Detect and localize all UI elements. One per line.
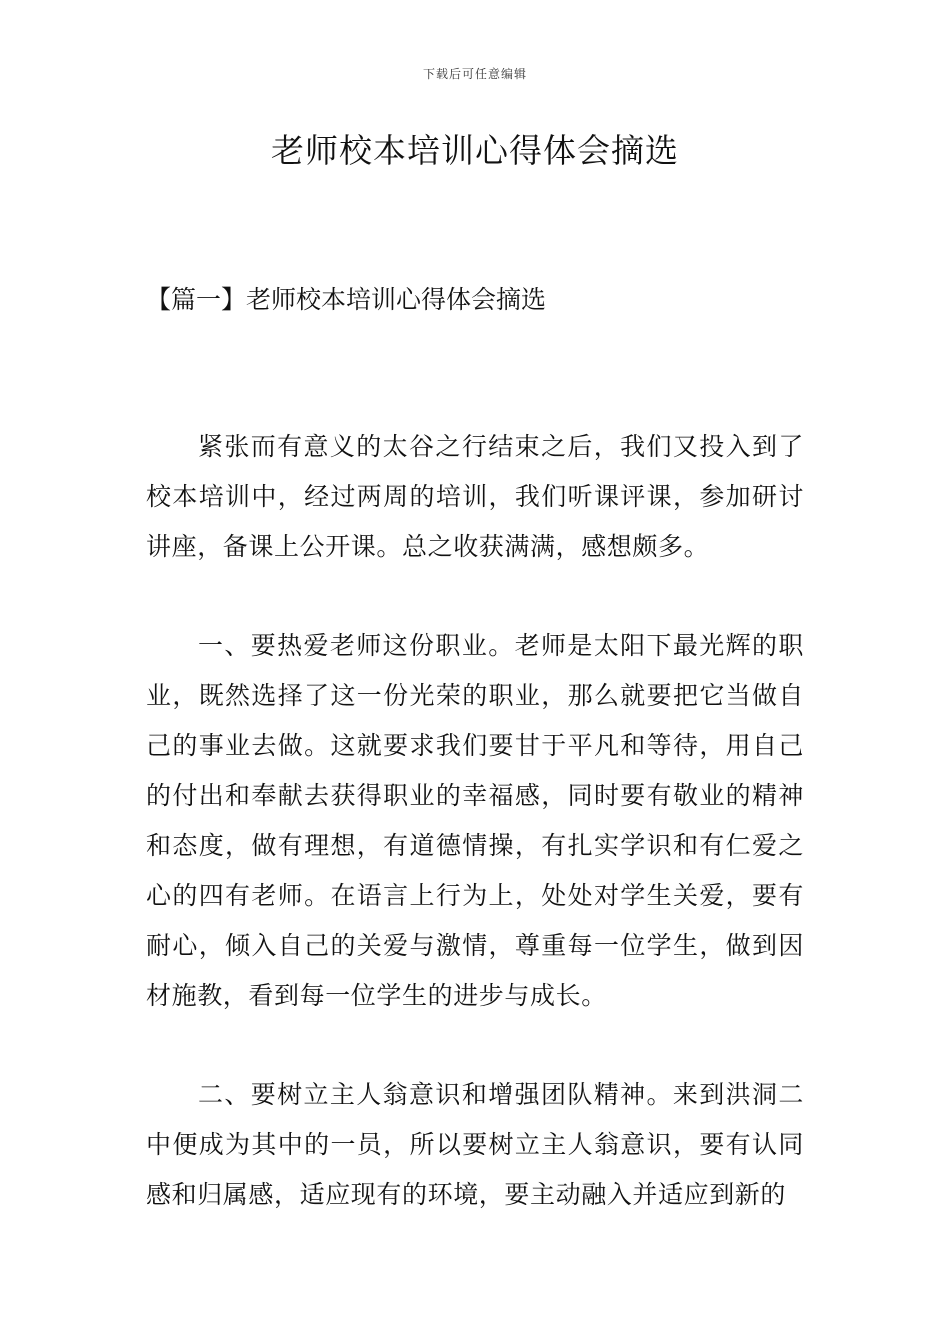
paragraph-point-one: 一、要热爱老师这份职业。老师是太阳下最光辉的职业，既然选择了这一份光荣的职业，那么就要把它当做自己的事业去做。这就要求我们要甘于平凡和等待，用自己的付出和奉献去获得职业的幸福感，同时要有敬业的精神和态度，做有理想，有道德情操，有扎实学识和有仁爱之心的四有老师。在语言上行为上，处处对学生关爱，要有耐心，倾入自己的关爱与激情，尊重每一位学生，做到因材施教，看到每一位学生的进步与成长。 — [146, 631, 804, 1010]
paragraph-intro: 紧张而有意义的太谷之行结束之后，我们又投入到了校本培训中，经过两周的培训，我们听课评课，参加研讨讲座，备课上公开课。总之收获满满，感想颇多。 — [146, 432, 804, 561]
paragraph-point-two: 二、要树立主人翁意识和增强团队精神。来到洪洞二中便成为其中的一员，所以要树立主人翁意识，要有认同感和归属感，适应现有的环境，要主动融入并适应到新的 — [146, 1080, 804, 1209]
document-title: 老师校本培训心得体会摘选 — [271, 131, 679, 170]
header-note: 下载后可任意编辑 — [422, 67, 527, 81]
section-heading: 【篇一】老师校本培训心得体会摘选 — [146, 285, 547, 314]
